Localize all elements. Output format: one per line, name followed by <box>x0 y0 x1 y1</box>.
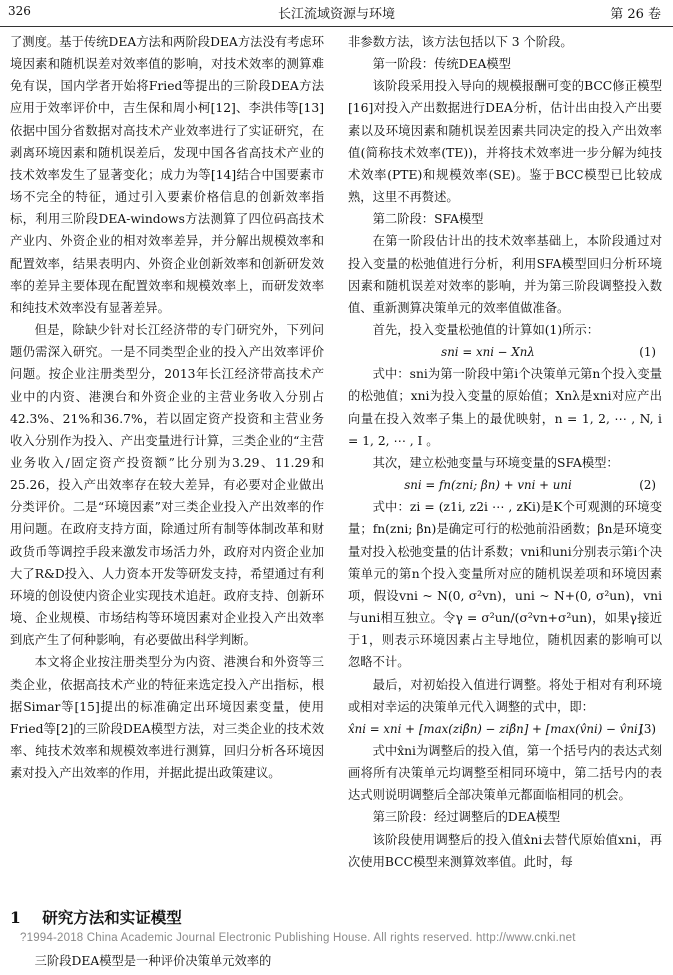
equation-number: (2) <box>639 478 656 493</box>
paragraph: 首先，投入变量松弛值的计算如(1)所示： <box>372 323 600 338</box>
paragraph: 式中：sni为第一阶段中第i个决策单元第n个投入变量的松弛值；xni为投入变量的原始值；Xnλ是xni对应产出向量在投入效率子集上的最优映射，n = 1, 2, ⋯ , N, i = 1, 2, ⋯ , I 。 <box>348 367 662 448</box>
volume-label: 第 26 卷 <box>610 7 661 22</box>
paragraph: 式中：zi = (z1i, z2i ⋯ , zKi)是K个可观测的环境变量；fn(zni; βn)是确定可行的松弛前沿函数；βn是环境变量对投入松弛变量的估计系数；vni和uni分别表示第i个决策单元的第n个投入变量所对应的随机误差项和环境因素项，假设vni ~ N(0, σ²vn)，uni ~ N+(0, σ²un)，vni与uni相互独立。令γ = σ²un/(σ²vn+σ²un)，如果γ接近于1，则表示环境因素占主导地位，随机因素的影响可以忽略不计。 <box>348 500 662 670</box>
equation-body: x̂ni = xni + [max(ziβ̂n) − ziβ̂n] + [max(v̂ni) − v̂ni] <box>348 721 643 736</box>
left-column <box>10 31 324 784</box>
paragraph: 该阶段使用调整后的投入值x̂ni去替代原始值xni，再次使用BCC模型来测算效率值。此时，每 <box>348 832 662 869</box>
equation-1 <box>348 341 662 363</box>
equation-3 <box>348 718 662 740</box>
paragraph: 在第一阶段估计出的技术效率基础上，本阶段通过对投入变量的松弛值进行分析，利用SFA模型回归分析环境因素和随机误差对效率的影响，并为第三阶段调整投入数值、重新测算决策单元的效率值做准备。 <box>348 234 662 315</box>
equation-number: (3) <box>639 721 656 736</box>
paragraph: 但是，除缺少针对长江经济带的专门研究外，下列问题仍需深入研究。一是不同类型企业的投入产出效率评价问题。按企业注册类型分，2013年长江经济带高技术产业中的内资、港澳台和外资企业的主营业务收入分别占42.3%、21%和36.7%，若以固定资产投资和主营业务收入分别作为投入、产出变量进行计算，三类企业的“主营业务收入/固定资产投资额”比分别为3.29、11.29和25.26，投入产出效率存在较大差异，有必要对企业做出分类评价。二是“环境因素”对三类企业投入产出效率的作用问题。在政府支持方面，除通过所有制等体制改革和财政货币等调控手段来激发市场活力外，政府对内资企业加大了R&D投入、人力资本开发等研发支持，希望通过有利环境的创设使内资企业实现技术追赶。政府支持、创新环境、企业规模、市场结构等环境因素对企业投入产出效率到底产生了何种影响，有必要做出科学判断。 <box>10 323 324 648</box>
section-heading <box>10 906 182 928</box>
paragraph: 式中x̂ni为调整后的投入值，第一个括号内的表达式刻画将所有决策单元均调整至相同环境中，第二括号内的表达式则说明调整后全部决策单元都面临相同的机会。 <box>348 743 662 803</box>
equation-body: sni = fn(zni; βn) + vni + uni <box>404 478 572 493</box>
copyright-footer: ?1994-2018 China Academic Journal Electronic Publishing House. All rights reserved. http://www.cnki.net <box>20 932 576 944</box>
paragraph: 三阶段DEA模型是一种评价决策单元效率的 <box>34 954 272 968</box>
subheading-stage2: 第二阶段：SFA模型 <box>372 212 484 227</box>
equation-body: sni = xni − Xnλ <box>441 345 535 360</box>
page-number: 326 <box>8 4 31 18</box>
paragraph: 其次，建立松弛变量与环境变量的SFA模型： <box>372 455 619 470</box>
subheading-stage3: 第三阶段：经过调整后的DEA模型 <box>372 810 561 825</box>
section-number: 1 <box>10 908 21 927</box>
subheading-stage1: 第一阶段：传统DEA模型 <box>372 57 511 72</box>
paragraph: 本文将企业按注册类型分为内资、港澳台和外资等三类企业，依据高技术产业的特征来选定投入产出指标，根据Simar等[15]提出的标准确定出环境因素变量，使用Fried等[2]的三阶段DEA模型方法，对三类企业的技术效率、纯技术效率和规模效率进行测算，回归分析各环境因素对投入产出效率的作用，并据此提出政策建议。 <box>10 655 324 781</box>
journal-title: 长江流域资源与环境 <box>277 7 395 22</box>
paragraph: 非参数方法，该方法包括以下 3 个阶段。 <box>348 35 573 49</box>
equation-number: (1) <box>639 345 656 360</box>
equation-2 <box>348 474 662 496</box>
paragraph: 了测度。基于传统DEA方法和两阶段DEA方法没有考虑环境因素和随机误差对效率值的影响，对技术效率的测算难免有误，国内学者开始将Fried等提出的三阶段DEA方法应用于效率评价中，吉生保和周小柯[12]、李洪伟等[13]依据中国分省数据对高技术产业效率进行了实证研究，在剥离环境因素和随机误差后，发现中国各省高技术产业的技术效率发生了显著变化；成力为等[14]结合中国要素市场不完全的特征，通过引入要素价格信息的创新效率指标，利用三阶段DEA-windows方法测算了四位码高技术产业内、外资企业的相对效率差异，并分解出规模效率和配置效率，结果表明内、外资企业创新效率和创新研发效率的差异主要体现在配置效率和规模效率上，而研发效率和纯技术效率没有显著差异。 <box>10 35 324 315</box>
paragraph: 该阶段采用投入导向的规模报酬可变的BCC修正模型[16]对投入产出数据进行DEA分析，估计出由投入产出要素以及环境因素和随机误差因素共同决定的投入产出效率值(简称技术效率(TE))，并将技术效率进一步分解为纯技术效率(PTE)和规模效率(SE)。鉴于BCC模型已比较成熟，这里不再赘述。 <box>348 79 662 205</box>
page-header <box>0 0 673 27</box>
right-column <box>348 31 662 873</box>
paragraph: 最后，对初始投入值进行调整。将处于相对有利环境或相对幸运的决策单元代入调整的式中，即： <box>348 677 662 714</box>
section-title: 研究方法和实证模型 <box>42 908 182 927</box>
